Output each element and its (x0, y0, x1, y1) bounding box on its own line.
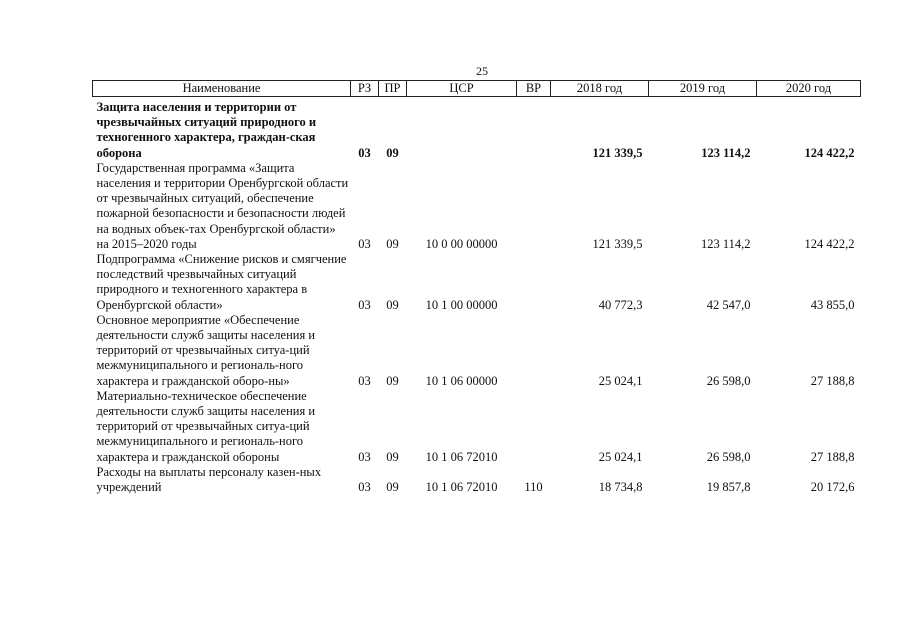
cell-y2020: 27 188,8 (810, 449, 855, 464)
header-vr: ВР (517, 81, 551, 97)
cell-y2020: 20 172,6 (810, 480, 855, 495)
cell-y2019: 123 114,2 (701, 145, 751, 160)
cell-vr (517, 389, 551, 465)
cell-vr: 110 (524, 480, 543, 495)
cell-pr: 09 (386, 449, 399, 464)
cell-y2019: 19 857,8 (706, 480, 751, 495)
table-row (93, 97, 861, 161)
cell-vr (517, 161, 551, 252)
cell-y2018: 25 024,1 (598, 373, 643, 388)
table-row (93, 389, 861, 465)
cell-y2020: 43 855,0 (810, 297, 855, 312)
cell-y2019: 123 114,2 (700, 236, 751, 251)
cell-rz: 03 (358, 480, 371, 495)
cell-rz: 03 (358, 297, 371, 312)
header-rz: РЗ (351, 81, 379, 97)
cell-name: Государственная программа «Защита населения и территории Оренбургской области от чрезвычайных ситуаций, обеспечение пожарной безопасности и безопасности людей на водных объек-тах Оренбургской области» на 2015–2020 годы (96, 160, 349, 251)
cell-csr: 10 1 06 72010 (425, 480, 498, 495)
cell-name: Защита населения и территории от чрезвычайных ситуаций природного и техногенного характера, граждан-ская оборона (96, 100, 317, 160)
cell-vr (517, 313, 551, 389)
table-row (93, 161, 861, 252)
cell-name: Материально-техническое обеспечение деятельности служб защиты населения и территорий от чрезвычайных ситуа-ций межмуниципального и региональ-ного характера и гражданской обороны (96, 388, 316, 464)
cell-pr: 09 (386, 297, 399, 312)
table-row (93, 252, 861, 313)
cell-csr: 10 1 06 72010 (425, 449, 498, 464)
cell-rz: 03 (358, 145, 371, 160)
cell-csr: 10 1 00 00000 (425, 297, 498, 312)
cell-y2019: 26 598,0 (706, 373, 751, 388)
header-pr: ПР (379, 81, 407, 97)
table-body (93, 97, 861, 496)
cell-csr: 10 1 06 00000 (425, 373, 498, 388)
header-name: Наименование (93, 81, 351, 97)
cell-y2018: 18 734,8 (598, 480, 643, 495)
header-2020: 2020 год (757, 81, 861, 97)
cell-csr (407, 97, 517, 161)
cell-y2018: 25 024,1 (598, 449, 643, 464)
cell-y2019: 26 598,0 (706, 449, 751, 464)
cell-rz: 03 (358, 449, 371, 464)
cell-y2019: 42 547,0 (706, 297, 751, 312)
table-header (93, 81, 861, 97)
cell-name: Основное мероприятие «Обеспечение деятельности служб защиты населения и территорий от чрезвычайных ситуа-ций межмуниципального и региональ-ного характера и гражданской оборо-ны» (96, 312, 316, 388)
cell-y2020: 27 188,8 (810, 373, 855, 388)
cell-vr (517, 252, 551, 313)
budget-table (92, 80, 861, 495)
cell-y2018: 121 339,5 (592, 236, 643, 251)
cell-vr (517, 97, 551, 161)
page-number: 25 (476, 64, 488, 78)
cell-y2020: 124 422,2 (804, 145, 855, 160)
cell-pr: 09 (386, 373, 399, 388)
cell-y2018: 121 339,5 (592, 145, 643, 160)
header-csr: ЦСР (407, 81, 517, 97)
cell-rz: 03 (358, 236, 371, 251)
cell-y2018: 40 772,3 (598, 297, 643, 312)
header-2019: 2019 год (649, 81, 757, 97)
cell-csr: 10 0 00 00000 (425, 236, 498, 251)
table-row (93, 313, 861, 389)
cell-rz: 03 (358, 373, 371, 388)
cell-name: Подпрограмма «Снижение рисков и смягчение последствий чрезвычайных ситуаций природного и техногенного характера в Оренбургской области» (96, 252, 347, 312)
cell-name: Расходы на выплаты персоналу казен-ных учреждений (96, 464, 322, 495)
header-2018: 2018 год (551, 81, 649, 97)
table-row (93, 465, 861, 495)
cell-y2020: 124 422,2 (804, 236, 855, 251)
cell-pr: 09 (386, 480, 399, 495)
cell-pr: 09 (386, 145, 399, 160)
cell-pr: 09 (386, 236, 399, 251)
